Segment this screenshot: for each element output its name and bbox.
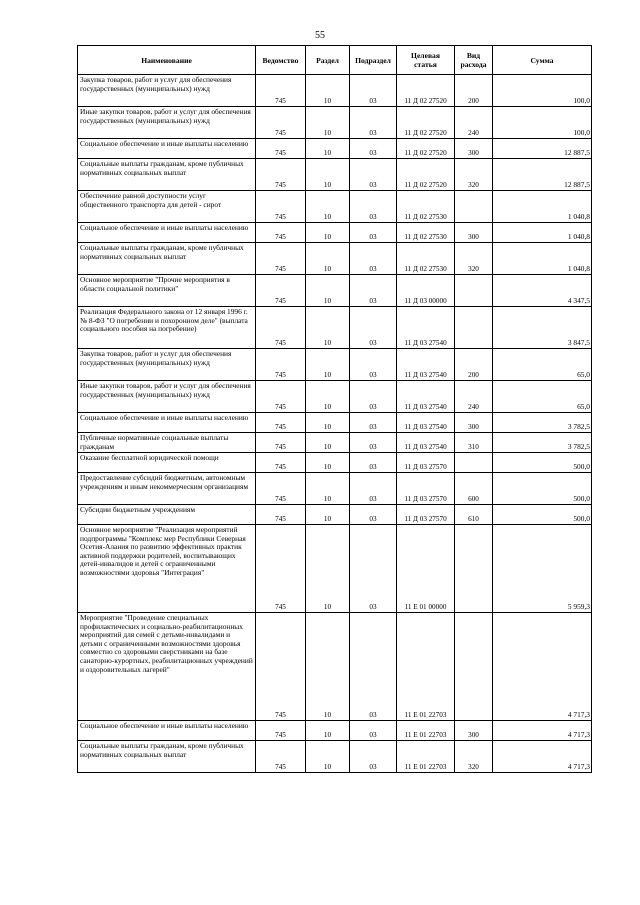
header-sum: Сумма [493,46,592,75]
row-section: 10 [306,381,350,413]
row-name [78,381,256,413]
row-sum: 500,0 [493,473,592,505]
row-subsection: 03 [350,307,397,349]
table-row [78,525,592,613]
row-section: 10 [306,307,350,349]
row-name-text: Основное мероприятие "Прочие мероприятия в области социальной политики" [80,276,230,293]
row-target: 11 Д 02 27530 [397,243,455,275]
header-subsection: Подраздел [350,46,397,75]
table-row [78,75,592,107]
row-section: 10 [306,741,350,773]
row-name [78,721,256,741]
row-subsection: 03 [350,223,397,243]
header-type: Вид расхода [455,46,493,75]
row-section: 10 [306,525,350,613]
row-dept: 745 [256,453,306,473]
row-dept: 745 [256,107,306,139]
row-section: 10 [306,139,350,159]
row-subsection: 03 [350,381,397,413]
row-section: 10 [306,413,350,433]
row-subsection: 03 [350,505,397,525]
row-subsection: 03 [350,107,397,139]
row-dept: 745 [256,307,306,349]
row-type: 300 [455,223,493,243]
row-dept: 745 [256,349,306,381]
table-row [78,223,592,243]
row-type [455,275,493,307]
row-type: 310 [455,433,493,453]
row-name [78,525,256,613]
row-subsection: 03 [350,433,397,453]
row-name [78,107,256,139]
row-sum: 500,0 [493,453,592,473]
row-subsection: 03 [350,75,397,107]
row-target: 11 Е 01 22703 [397,741,455,773]
row-section: 10 [306,721,350,741]
row-name-text: Субсидии бюджетным учреждениям [80,506,196,514]
row-name [78,433,256,453]
table-row [78,505,592,525]
row-name-text: Иные закупки товаров, работ и услуг для обеспечения государственных (муниципальных) нужд [80,108,251,125]
row-dept: 745 [256,381,306,413]
row-section: 10 [306,349,350,381]
row-name [78,223,256,243]
row-dept: 745 [256,721,306,741]
row-target: 11 Д 03 27540 [397,381,455,413]
table-row [78,473,592,505]
row-name [78,453,256,473]
row-subsection: 03 [350,473,397,505]
row-type: 320 [455,243,493,275]
row-name [78,307,256,349]
row-subsection: 03 [350,613,397,721]
row-section: 10 [306,275,350,307]
header-dept: Ведомство [256,46,306,75]
row-type [455,191,493,223]
row-name [78,159,256,191]
row-section: 10 [306,473,350,505]
row-name [78,413,256,433]
row-name [78,243,256,275]
table-row [78,139,592,159]
row-sum: 1 040,8 [493,243,592,275]
table-row [78,413,592,433]
row-name-text: Социальные выплаты гражданам, кроме публичных нормативных социальных выплат [80,742,244,759]
row-name [78,139,256,159]
row-subsection: 03 [350,243,397,275]
row-sum: 3 782,5 [493,433,592,453]
row-name-text: Социальное обеспечение и иные выплаты населению [80,224,249,232]
row-sum: 3 847,5 [493,307,592,349]
row-section: 10 [306,191,350,223]
header-section: Раздел [306,46,350,75]
row-name-text: Социальное обеспечение и иные выплаты населению [80,722,249,730]
row-name-text: Обеспечение равной доступности услуг общественного транспорта для детей - сирот [80,192,222,209]
row-subsection: 03 [350,413,397,433]
row-dept: 745 [256,275,306,307]
row-sum: 1 040,8 [493,191,592,223]
row-name-text: Предоставление субсидий бюджетным, автономным учреждениям и иным некоммерческим организациям [80,474,249,491]
row-name [78,613,256,721]
row-sum: 1 040,8 [493,223,592,243]
table-row [78,349,592,381]
row-section: 10 [306,613,350,721]
table-row [78,191,592,223]
table-row [78,613,592,721]
row-name [78,505,256,525]
row-type: 320 [455,159,493,191]
row-type: 200 [455,75,493,107]
row-name-text: Социальное обеспечение и иные выплаты населению [80,414,249,422]
row-section: 10 [306,75,350,107]
row-type [455,307,493,349]
row-name-text: Реализация Федерального закона от 12 января 1996 г. № 8-ФЗ "О погребении и похоронном деле" (выплата социального пособия на погребение) [80,308,248,334]
row-sum: 65,0 [493,381,592,413]
row-sum: 4 347,5 [493,275,592,307]
row-section: 10 [306,159,350,191]
row-name [78,275,256,307]
row-subsection: 03 [350,721,397,741]
page-number: 55 [315,30,325,41]
row-sum: 4 717,3 [493,741,592,773]
row-name-text: Закупка товаров, работ и услуг для обеспечения государственных (муниципальных) нужд [80,76,232,93]
row-name [78,473,256,505]
row-dept: 745 [256,613,306,721]
row-dept: 745 [256,525,306,613]
row-target: 11 Д 03 27570 [397,505,455,525]
row-target: 11 Е 01 00000 [397,525,455,613]
table-header-row [78,46,592,75]
row-dept: 745 [256,505,306,525]
row-subsection: 03 [350,191,397,223]
row-type: 240 [455,107,493,139]
row-target: 11 Д 03 27540 [397,307,455,349]
table-row [78,107,592,139]
table-row [78,243,592,275]
table-row [78,275,592,307]
row-sum: 65,0 [493,349,592,381]
row-dept: 745 [256,139,306,159]
row-section: 10 [306,433,350,453]
row-target: 11 Д 02 27530 [397,223,455,243]
row-dept: 745 [256,473,306,505]
row-name-text: Мероприятие "Проведение специальных профилактических и социально-реабилитационных мероприятий для семей с детьми-инвалидами и детьми с ограниченными возможностями здоровья совместно со здоровыми сверстниками на базе санаторно-курортных, реабилитационных учреждений и оздоровительных лагерей" [80,614,253,674]
row-name [78,75,256,107]
row-type: 610 [455,505,493,525]
row-section: 10 [306,223,350,243]
row-target: 11 Д 03 27540 [397,349,455,381]
row-name-text: Иные закупки товаров, работ и услуг для обеспечения государственных (муниципальных) нужд [80,382,251,399]
budget-table [77,45,592,773]
row-type: 240 [455,381,493,413]
row-dept: 745 [256,223,306,243]
row-type: 300 [455,413,493,433]
row-type: 300 [455,721,493,741]
row-dept: 745 [256,243,306,275]
row-sum: 12 887,5 [493,159,592,191]
row-type: 200 [455,349,493,381]
row-name-text: Закупка товаров, работ и услуг для обеспечения государственных (муниципальных) нужд [80,350,232,367]
row-dept: 745 [256,159,306,191]
table-row [78,307,592,349]
row-name [78,741,256,773]
row-section: 10 [306,505,350,525]
row-section: 10 [306,243,350,275]
row-target: 11 Д 03 27540 [397,413,455,433]
table-row [78,159,592,191]
row-type: 320 [455,741,493,773]
table-row [78,433,592,453]
row-subsection: 03 [350,349,397,381]
row-target: 11 Е 01 22703 [397,721,455,741]
row-target: 11 Д 02 27520 [397,139,455,159]
table-row [78,381,592,413]
row-subsection: 03 [350,139,397,159]
header-target: Целевая статья [397,46,455,75]
row-dept: 745 [256,191,306,223]
row-type: 300 [455,139,493,159]
row-sum: 3 782,5 [493,413,592,433]
row-target: 11 Д 02 27520 [397,75,455,107]
table-row [78,721,592,741]
row-sum: 100,0 [493,107,592,139]
row-dept: 745 [256,433,306,453]
row-name-text: Социальное обеспечение и иные выплаты населению [80,140,249,148]
row-subsection: 03 [350,453,397,473]
header-name: Наименование [78,46,256,75]
row-target: 11 Д 03 00000 [397,275,455,307]
row-type [455,613,493,721]
row-name-text: Публичные нормативные социальные выплаты гражданам [80,434,229,451]
table-row [78,453,592,473]
row-target: 11 Д 02 27520 [397,107,455,139]
row-subsection: 03 [350,159,397,191]
row-name-text: Основное мероприятие "Реализация мероприятий подпрограммы "Комплекс мер Республики Северная Осетия-Алания по развитию эффективных практик активной поддержки родителей, воспитывающих детей-инвалидов и детей с ограниченными возможностями здоровья "Интеграция" [80,526,246,577]
row-target: 11 Д 02 27530 [397,191,455,223]
row-dept: 745 [256,413,306,433]
row-subsection: 03 [350,741,397,773]
row-target: 11 Е 01 22703 [397,613,455,721]
row-dept: 745 [256,75,306,107]
row-section: 10 [306,107,350,139]
row-target: 11 Д 03 27570 [397,473,455,505]
row-name [78,349,256,381]
row-type: 600 [455,473,493,505]
row-subsection: 03 [350,525,397,613]
row-sum: 5 959,3 [493,525,592,613]
row-sum: 4 717,3 [493,613,592,721]
row-sum: 4 717,3 [493,721,592,741]
row-name-text: Оказание бесплатной юридической помощи [80,454,219,462]
row-target: 11 Д 02 27520 [397,159,455,191]
row-sum: 100,0 [493,75,592,107]
row-type [455,453,493,473]
row-type [455,525,493,613]
row-subsection: 03 [350,275,397,307]
table-row [78,741,592,773]
row-sum: 500,0 [493,505,592,525]
row-name-text: Социальные выплаты гражданам, кроме публичных нормативных социальных выплат [80,160,244,177]
row-dept: 745 [256,741,306,773]
row-target: 11 Д 03 27540 [397,433,455,453]
row-section: 10 [306,453,350,473]
row-name [78,191,256,223]
row-target: 11 Д 03 27570 [397,453,455,473]
row-sum: 12 887,5 [493,139,592,159]
row-name-text: Социальные выплаты гражданам, кроме публичных нормативных социальных выплат [80,244,244,261]
